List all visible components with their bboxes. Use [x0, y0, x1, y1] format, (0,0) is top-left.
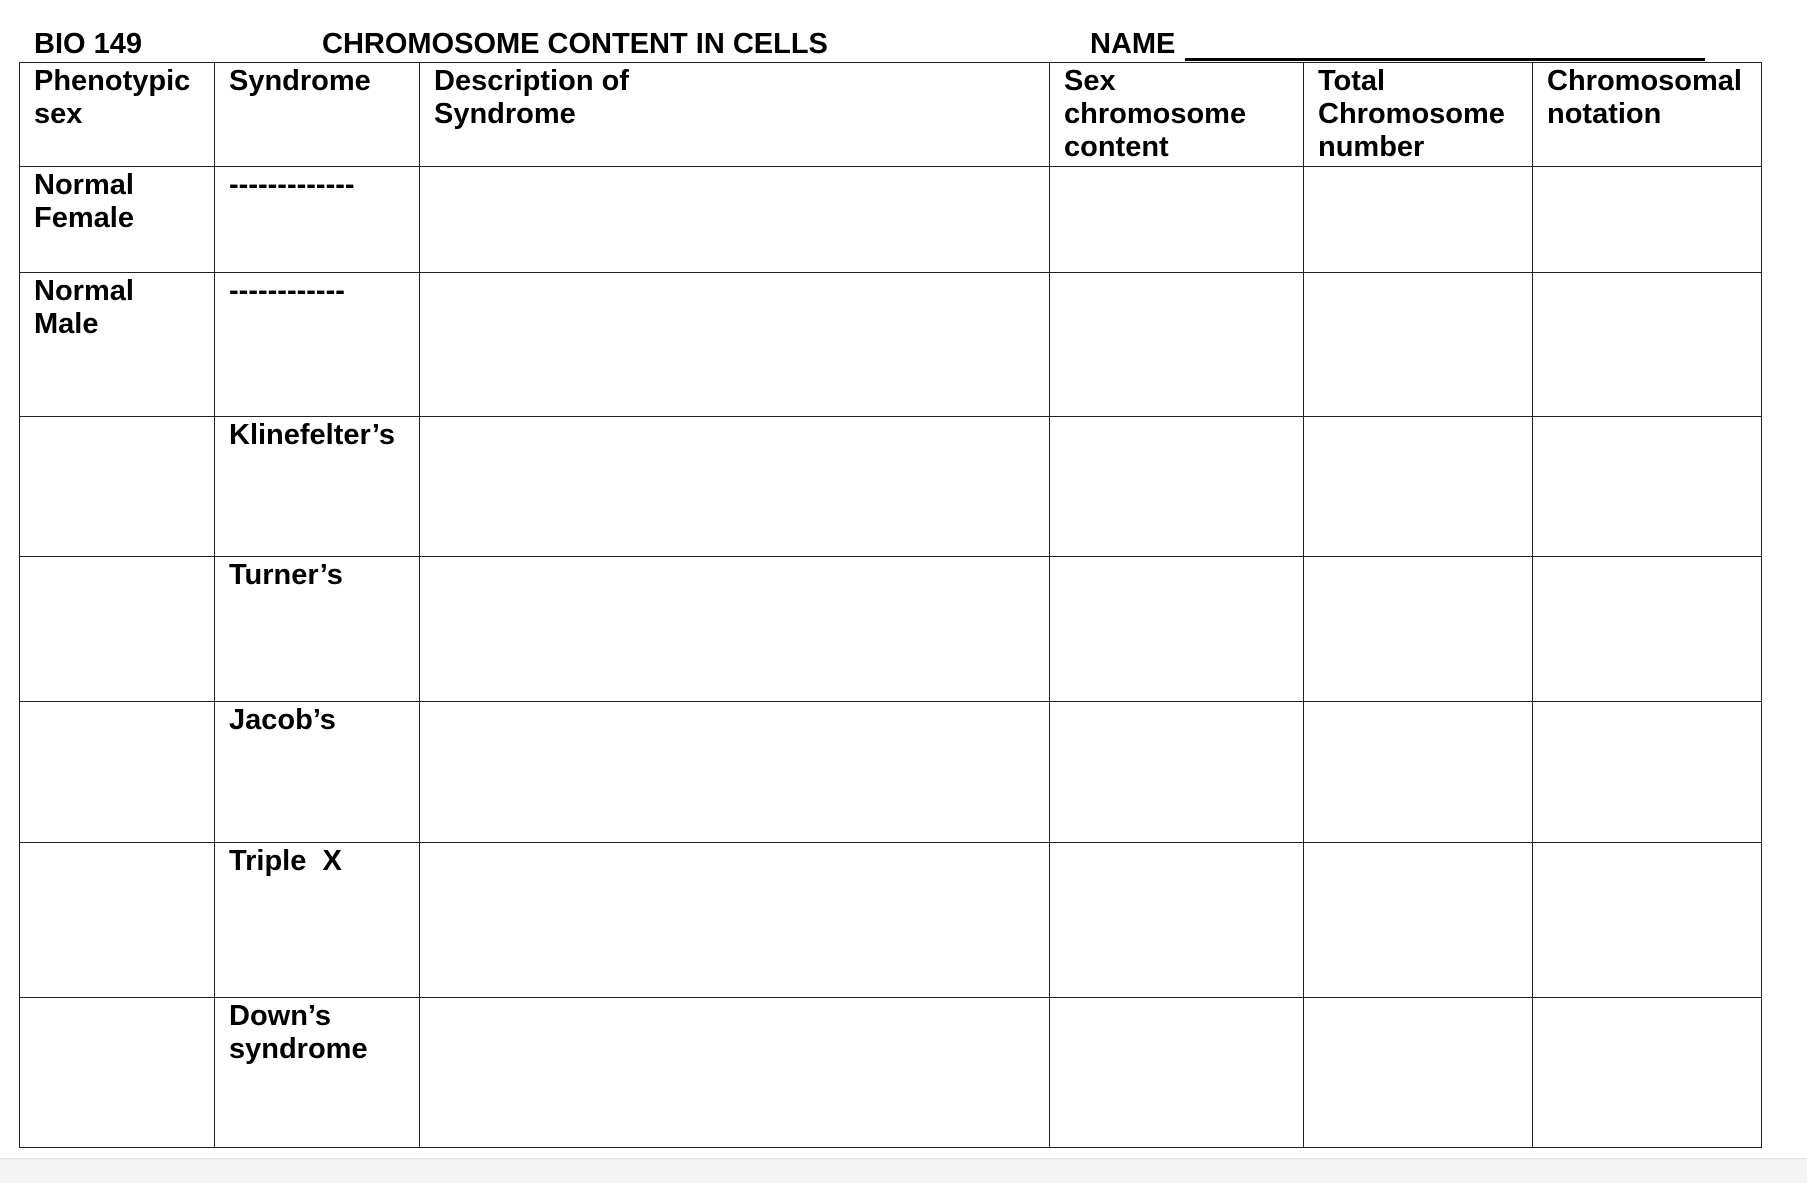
column-header-phenotypic-sex: Phenotypic sex — [20, 63, 215, 167]
table-row — [20, 417, 1762, 557]
notation-answer-cell[interactable] — [1533, 843, 1762, 998]
chromosome-table — [19, 62, 1762, 1148]
sex-chromosome-answer-cell[interactable] — [1050, 417, 1304, 557]
total-number-answer-cell[interactable] — [1304, 557, 1533, 702]
notation-answer-cell[interactable] — [1533, 998, 1762, 1148]
notation-answer-cell[interactable] — [1533, 702, 1762, 843]
column-header-chromosomal-notation: Chromosomal notation — [1533, 63, 1762, 167]
phenotypic-sex-answer-cell[interactable] — [20, 702, 215, 843]
total-number-answer-cell[interactable] — [1304, 998, 1533, 1148]
column-header-sex-chromosome-content: Sex chromosome content — [1050, 63, 1304, 167]
phenotypic-sex-answer-cell[interactable] — [20, 843, 215, 998]
total-number-answer-cell[interactable] — [1304, 273, 1533, 417]
table-row — [20, 557, 1762, 702]
notation-answer-cell[interactable] — [1533, 417, 1762, 557]
description-answer-cell[interactable] — [420, 557, 1050, 702]
sex-chromosome-answer-cell[interactable] — [1050, 843, 1304, 998]
sex-chromosome-answer-cell[interactable] — [1050, 273, 1304, 417]
column-header-total-chromosome-number: Total Chromosome number — [1304, 63, 1533, 167]
syndrome-cell: Triple X — [215, 843, 420, 998]
column-header-description: Description of Syndrome — [420, 63, 1050, 167]
notation-answer-cell[interactable] — [1533, 167, 1762, 273]
phenotypic-sex-answer-cell[interactable] — [20, 557, 215, 702]
total-number-answer-cell[interactable] — [1304, 167, 1533, 273]
sex-chromosome-answer-cell[interactable] — [1050, 702, 1304, 843]
course-code: BIO 149 — [34, 28, 142, 60]
syndrome-cell: ------------- — [215, 167, 420, 273]
syndrome-cell: ------------ — [215, 273, 420, 417]
sex-chromosome-answer-cell[interactable] — [1050, 998, 1304, 1148]
name-label: NAME — [1090, 28, 1176, 60]
phenotypic-sex-cell: Normal Female — [20, 167, 215, 273]
notation-answer-cell[interactable] — [1533, 557, 1762, 702]
table-header-row — [20, 63, 1762, 167]
description-answer-cell[interactable] — [420, 417, 1050, 557]
phenotypic-sex-answer-cell[interactable] — [20, 998, 215, 1148]
description-answer-cell[interactable] — [420, 998, 1050, 1148]
notation-answer-cell[interactable] — [1533, 273, 1762, 417]
name-blank-line[interactable] — [1185, 58, 1705, 61]
worksheet-title: CHROMOSOME CONTENT IN CELLS — [322, 28, 828, 60]
sex-chromosome-answer-cell[interactable] — [1050, 557, 1304, 702]
table-row — [20, 998, 1762, 1148]
description-answer-cell[interactable] — [420, 273, 1050, 417]
table-row — [20, 167, 1762, 273]
table-row — [20, 843, 1762, 998]
table-row — [20, 273, 1762, 417]
syndrome-cell: Klinefelter’s — [215, 417, 420, 557]
worksheet-header — [0, 28, 1807, 64]
column-header-syndrome: Syndrome — [215, 63, 420, 167]
phenotypic-sex-answer-cell[interactable] — [20, 417, 215, 557]
sex-chromosome-answer-cell[interactable] — [1050, 167, 1304, 273]
description-answer-cell[interactable] — [420, 843, 1050, 998]
total-number-answer-cell[interactable] — [1304, 843, 1533, 998]
total-number-answer-cell[interactable] — [1304, 702, 1533, 843]
description-answer-cell[interactable] — [420, 702, 1050, 843]
syndrome-cell: Turner’s — [215, 557, 420, 702]
syndrome-cell: Down’s syndrome — [215, 998, 420, 1148]
viewer-bottom-edge — [0, 1158, 1807, 1183]
total-number-answer-cell[interactable] — [1304, 417, 1533, 557]
table-row — [20, 702, 1762, 843]
phenotypic-sex-cell: Normal Male — [20, 273, 215, 417]
syndrome-cell: Jacob’s — [215, 702, 420, 843]
description-answer-cell[interactable] — [420, 167, 1050, 273]
